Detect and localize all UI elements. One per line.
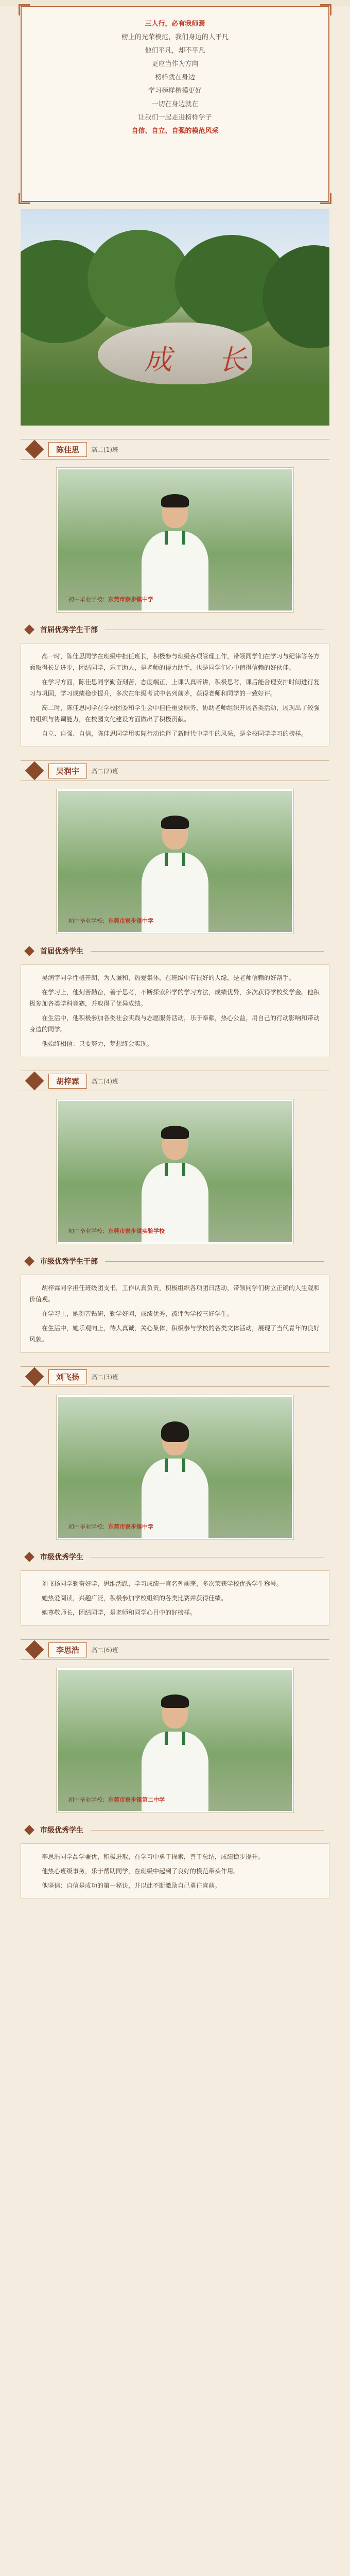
student-header <box>21 439 329 460</box>
person-figure <box>136 1124 214 1242</box>
student-class: 高二(2)班 <box>91 767 119 775</box>
paragraph: 高一时，陈佳思同学在班级中担任班长，积极参与班级各项管理工作，带领同学们在学习与纪律等各方面取得长足进步，团结同学，乐于助人，是老师的得力助手，也是同学们心中值得信赖的好伙伴。 <box>29 653 320 671</box>
article-page <box>0 6 350 2576</box>
paragraph: 吴润宇同学性格开朗，为人谦和，热爱集体，在班级中有很好的人缘，是老师信赖的好帮手。 <box>42 974 295 981</box>
person-figure <box>136 814 214 932</box>
award-title <box>21 1547 329 1567</box>
portrait-caption: 初中毕业学校：东莞市寮步镇中学 <box>68 596 153 603</box>
divider <box>91 1830 324 1831</box>
poem-line: 榜上的光荣模范，我们身边的人平凡 <box>121 33 229 41</box>
student-name: 李思浩 <box>48 1642 87 1657</box>
student-class: 高二(3)班 <box>91 1373 119 1381</box>
diamond-icon <box>25 1640 44 1659</box>
diamond-icon <box>24 1552 34 1562</box>
student-name: 陈佳思 <box>48 442 87 457</box>
award-name: 市级优秀学生 <box>40 1826 83 1835</box>
diamond-icon <box>25 440 44 459</box>
paragraph: 胡梓霖同学担任班级团支书，工作认真负责，积极组织各项团日活动，带领同学们树立正确的人生观和价值观。 <box>29 1284 320 1303</box>
paragraph: 他热心班级事务，乐于帮助同学，在班级中起到了良好的模范带头作用。 <box>42 1868 240 1875</box>
poem-line: 三人行，必有我师焉 <box>145 20 205 28</box>
student-class: 高二(6)班 <box>91 1646 119 1654</box>
award-title <box>21 1251 329 1272</box>
person-figure <box>136 1419 214 1538</box>
award-name: 市级优秀学生干部 <box>40 1258 98 1266</box>
paragraph: 他坚信：自信是成功的第一秘诀，并以此不断激励自己勇往直前。 <box>42 1882 221 1889</box>
paragraph: 在学习方面，陈佳思同学勤奋刻苦，态度端正，上课认真听讲，积极思考，课后能合理安排时间进行复习与巩固，学习成绩稳步提升，多次在年级考试中名列前茅，获得老师和同学的一致好评。 <box>29 679 320 697</box>
diamond-icon <box>24 946 34 956</box>
award-name: 首届优秀学生干部 <box>40 626 98 634</box>
paragraph: 在生活中，他积极参加各类社会实践与志愿服务活动，乐于奉献，热心公益，用自己的行动影响和带动身边的同学。 <box>29 1014 320 1033</box>
person-figure <box>136 1692 214 1811</box>
student-description <box>21 1843 329 1899</box>
paragraph: 在学习上，她刻苦钻研，勤学好问，成绩优秀，被评为学校三好学生。 <box>42 1310 234 1317</box>
diamond-icon <box>25 1367 44 1386</box>
student-description <box>21 643 329 747</box>
poem-line: 榜样就在身边 <box>154 74 195 81</box>
corner-ornament <box>320 4 331 15</box>
award-title <box>21 1820 329 1840</box>
portrait-caption: 初中毕业学校：东莞市寮步镇第二中学 <box>68 1797 165 1803</box>
paragraph: 他始终相信：只要努力，梦想终会实现。 <box>42 1040 153 1047</box>
student-class: 高二(4)班 <box>91 1077 119 1085</box>
paragraph: 自立、自强、自信，陈佳思同学用实际行动诠释了新时代中学生的风采，是全校同学学习的榜样。 <box>42 730 308 737</box>
student-description <box>21 964 329 1057</box>
student-portrait <box>57 789 293 934</box>
portrait-caption: 初中毕业学校：东莞市寮步镇中学 <box>68 1523 153 1530</box>
paragraph: 高二时，陈佳思同学在学校团委和学生会中担任重要职务，协助老师组织开展各类活动，展现出了较强的组织与协调能力，在校园文化建设方面做出了积极贡献。 <box>29 704 320 723</box>
diamond-icon <box>25 761 44 781</box>
diamond-icon <box>24 1256 34 1266</box>
award-name: 首届优秀学生 <box>40 947 83 956</box>
award-name: 市级优秀学生 <box>40 1553 83 1562</box>
diamond-icon <box>24 624 34 635</box>
corner-ornament <box>320 193 331 204</box>
grass <box>21 384 329 426</box>
award-title <box>21 941 329 961</box>
corner-ornament <box>19 193 30 204</box>
student-name: 刘飞扬 <box>48 1369 87 1384</box>
paragraph: 在学习上，他刻苦勤奋，善于思考，不断探索科学的学习方法，成绩优异，多次获得学校奖学金。他积极参加各类学科竞赛，并取得了优异成绩。 <box>29 989 320 1007</box>
paragraph: 她热爱阅读，兴趣广泛，积极参加学校组织的各类比赛并获得佳绩。 <box>42 1595 227 1602</box>
portrait-caption: 初中毕业学校：东莞市寮步镇中学 <box>68 918 153 924</box>
student-header <box>21 760 329 781</box>
diamond-icon <box>25 1072 44 1091</box>
poem-line: 自信、自立、自强的模范风采 <box>131 127 219 135</box>
person-figure <box>136 492 214 611</box>
student-portrait <box>57 1668 293 1812</box>
award-title <box>21 619 329 640</box>
poem-line: 让我们一起走进榜样学子 <box>138 114 212 122</box>
student-name: 胡梓霖 <box>48 1074 87 1089</box>
corner-ornament <box>19 4 30 15</box>
student-header <box>21 1071 329 1091</box>
diamond-icon <box>24 1825 34 1835</box>
student-portrait <box>57 1395 293 1539</box>
paragraph: 在生活中，她乐观向上，待人真诚，关心集体，积极参与学校的各类文体活动，展现了当代青年的良好风貌。 <box>29 1325 320 1343</box>
paragraph: 她尊敬师长，团结同学，是老师和同学心目中的好榜样。 <box>42 1609 197 1616</box>
divider <box>105 1261 324 1262</box>
student-description <box>21 1570 329 1626</box>
poem-box <box>21 6 329 202</box>
student-portrait <box>57 1099 293 1244</box>
student-class: 高二(1)班 <box>91 446 119 453</box>
poem-line: 更应当作为方向 <box>151 60 199 68</box>
paragraph: 李思浩同学品学兼优，积极进取，在学习中勇于探索，善于总结，成绩稳步提升。 <box>42 1853 265 1860</box>
divider <box>91 951 324 952</box>
rock-inscription: 成 长 <box>144 344 255 376</box>
student-name: 吴润宇 <box>48 764 87 778</box>
student-portrait <box>57 468 293 612</box>
poem-line: 一切在身边就在 <box>151 100 199 108</box>
poem-line: 他们平凡，却不平凡 <box>145 47 205 55</box>
student-header <box>21 1366 329 1387</box>
poem-text <box>22 18 328 138</box>
poem-line: 学习榜样楷模更好 <box>148 87 202 95</box>
campus-photo <box>21 209 329 426</box>
paragraph: 刘飞扬同学勤奋好学，思维活跃，学习成绩一直名列前茅，多次荣获学校优秀学生称号。 <box>42 1580 283 1587</box>
portrait-caption: 初中毕业学校：东莞市寮步镇实验学校 <box>68 1228 165 1234</box>
student-description <box>21 1275 329 1353</box>
student-header <box>21 1639 329 1660</box>
